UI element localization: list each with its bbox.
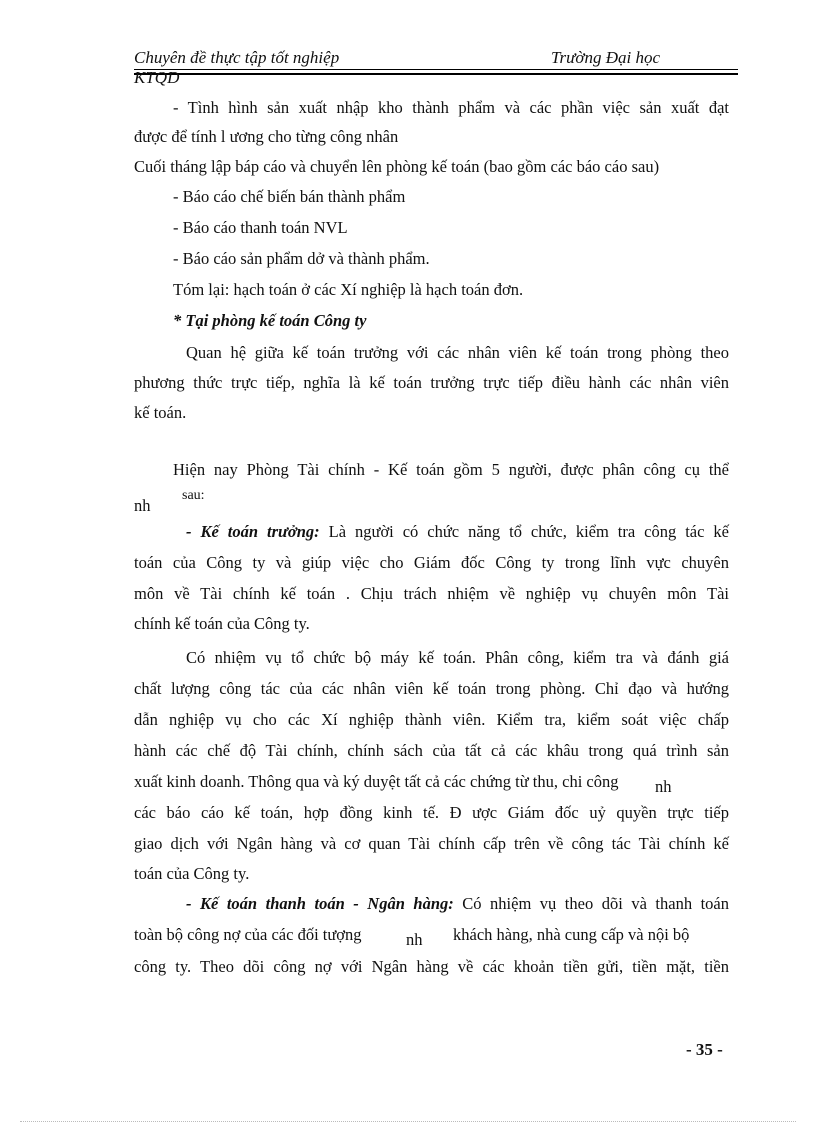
body-line: - Tình hình sản xuất nhập kho thành phẩm và các phần việc sản xuất đạt — [173, 98, 729, 117]
body-line: Tóm lại: hạch toán ở các Xí nghiệp là hạch toán đơn. — [173, 280, 524, 299]
body-line-fragment: nh — [655, 777, 672, 796]
body-line: dẫn nghiệp vụ cho các Xí nghiệp thành viên. Kiểm tra, kiểm soát việc chấp — [134, 710, 729, 729]
body-line: Hiện nay Phòng Tài chính - Kế toán gồm 5 người, được phân công cụ thể — [173, 460, 729, 479]
body-line: chất lượng công tác của các nhân viên kế toán trong phòng. Chỉ đạo và hướng — [134, 679, 729, 698]
body-line: được để tính l ương cho từng công nhân — [134, 127, 399, 146]
body-text: Là người có chức năng tổ chức, kiểm tra công tác kế — [328, 522, 729, 541]
body-line: hành các chế độ Tài chính, chính sách của tất cả các khâu trong quá trình sản — [134, 741, 729, 760]
header-rule-thin — [134, 69, 738, 70]
body-line: toàn bộ công nợ của các đối tượng — [134, 925, 362, 944]
body-line: toán của Công ty. — [134, 864, 250, 883]
body-line-fragment: nh — [406, 930, 423, 949]
header-rule-thick — [134, 73, 738, 75]
body-line: sau: — [182, 488, 205, 503]
body-text: Có nhiệm vụ theo dõi và thanh toán — [462, 894, 729, 913]
body-line: các báo cáo kế toán, hợp đồng kinh tế. Đ ược Giám đốc uỷ quyền trực tiếp — [134, 803, 729, 822]
body-line: xuất kinh doanh. Thông qua và ký duyệt tất cả các chứng từ thu, chi công — [134, 772, 619, 791]
page-bottom-border — [20, 1121, 796, 1122]
section-heading: * Tại phòng kế toán Công ty — [173, 311, 367, 330]
body-line: toán của Công ty và giúp việc cho Giám đốc Công ty trong lĩnh vực chuyên — [134, 553, 729, 572]
body-line — [186, 522, 729, 542]
body-line: khách hàng, nhà cung cấp và nội bộ — [453, 925, 690, 944]
body-line: - Báo cáo sản phẩm dở và thành phẩm. — [173, 249, 430, 268]
body-line: kế toán. — [134, 403, 187, 422]
body-line-fragment: nh — [134, 496, 151, 515]
header-title-right: Trường Đại học — [551, 48, 661, 67]
page-number: - 35 - — [686, 1040, 723, 1059]
body-line: giao dịch với Ngân hàng và cơ quan Tài chính cấp trên về công tác Tài chính kế — [134, 834, 729, 853]
body-line: phương thức trực tiếp, nghĩa là kế toán trưởng trực tiếp điều hành các nhân viên — [134, 373, 729, 392]
body-line: Quan hệ giữa kế toán trưởng với các nhân viên kế toán trong phòng theo — [186, 343, 729, 362]
body-line: Có nhiệm vụ tổ chức bộ máy kế toán. Phân công, kiểm tra và đánh giá — [186, 648, 729, 667]
body-line: - Báo cáo thanh toán NVL — [173, 218, 348, 237]
body-line — [186, 894, 729, 914]
body-line: - Báo cáo chế biến bán thành phẩm — [173, 187, 406, 206]
role-title-chief-accountant: - Kế toán trưởng: — [186, 522, 320, 541]
header-title-continuation: KTQD — [134, 68, 180, 87]
role-title-payment-accountant: - Kế toán thanh toán - Ngân hàng: — [186, 894, 454, 913]
body-line: Cuối tháng lập báp cáo và chuyển lên phòng kế toán (bao gồm các báo cáo sau) — [134, 157, 660, 176]
body-line: chính kế toán của Công ty. — [134, 614, 310, 633]
header-title-left: Chuyên đề thực tập tốt nghiệp — [134, 48, 340, 67]
body-line: môn về Tài chính kế toán . Chịu trách nhiệm về nghiệp vụ chuyên môn Tài — [134, 584, 729, 603]
body-line: công ty. Theo dõi công nợ với Ngân hàng về các khoản tiền gửi, tiền mặt, tiền — [134, 957, 729, 976]
